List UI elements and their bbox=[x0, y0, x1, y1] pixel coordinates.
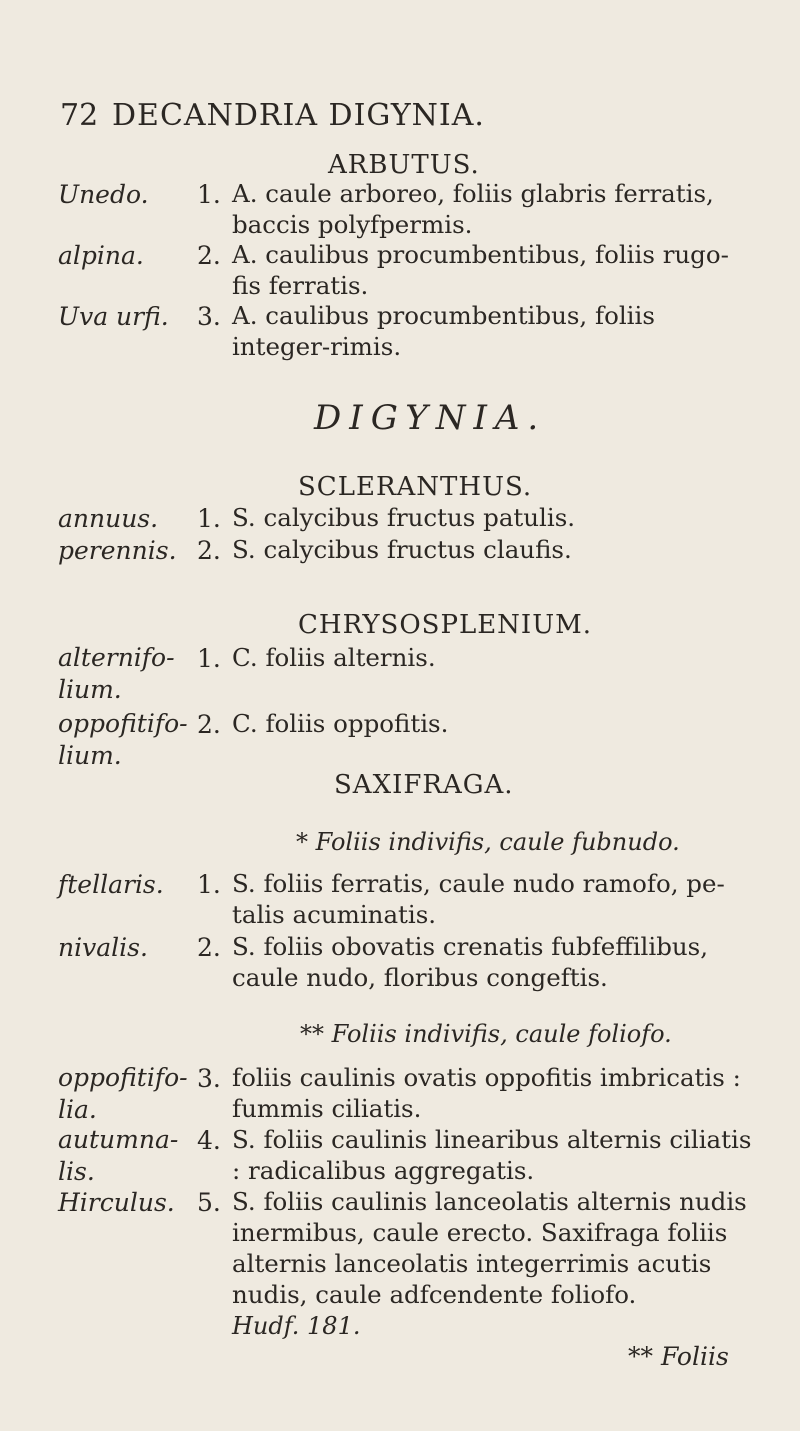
species-number: 1. bbox=[197, 870, 221, 899]
species-margin-name: Hirculus. bbox=[58, 1188, 175, 1217]
species-number: 3. bbox=[197, 1064, 221, 1093]
genus-scleranthus: SCLERANTHUS. bbox=[298, 472, 533, 502]
genus-chrysosplenium: CHRYSOSPLENIUM. bbox=[298, 610, 593, 640]
species-margin-name: alpina. bbox=[58, 241, 144, 270]
species-number: 3. bbox=[197, 302, 221, 331]
section-heading: * Foliis indivifis, caule fubnudo. bbox=[296, 828, 680, 856]
species-margin-name: oppofitifo-lia. bbox=[58, 1063, 188, 1124]
species-number: 2. bbox=[197, 241, 221, 270]
species-description: A. caule arboreo, foliis glabris ferratis, baccis polyfpermis. bbox=[232, 179, 714, 239]
species-description: S. calycibus fructus patulis. bbox=[232, 503, 576, 532]
species-description: C. foliis alternis. bbox=[232, 643, 436, 672]
species-number: 1. bbox=[197, 180, 221, 209]
species-number: 4. bbox=[197, 1126, 221, 1155]
species-description: S. foliis ferratis, caule nudo ramofo, pe-talis acuminatis. bbox=[232, 869, 725, 929]
species-description: S. foliis obovatis crenatis fubfeffilibus, caule nudo, floribus congeftis. bbox=[232, 932, 709, 992]
page-number: 72 bbox=[60, 98, 99, 133]
species-description: S. calycibus fructus claufis. bbox=[232, 535, 572, 564]
species-number: 2. bbox=[197, 710, 221, 739]
species-margin-name: annuus. bbox=[58, 504, 159, 533]
species-margin-name: ftellaris. bbox=[58, 870, 164, 899]
genus-arbutus: ARBUTUS. bbox=[328, 150, 480, 180]
catchword: ** Foliis bbox=[628, 1342, 729, 1371]
species-description: foliis caulinis ovatis oppofitis imbricatis : fummis ciliatis. bbox=[232, 1063, 741, 1123]
order-title: DIGYNIA. bbox=[314, 398, 547, 438]
running-head: DECANDRIA DIGYNIA. bbox=[112, 98, 485, 133]
species-margin-name: Uva urfi. bbox=[58, 302, 169, 331]
species-description: S. foliis caulinis lanceolatis alternis nudis inermibus, caule erecto. Saxifraga foliis alternis lanceolatis integerrimis acutis nudis, caule adfcendente foliofo. bbox=[232, 1187, 747, 1309]
species-number: 1. bbox=[197, 644, 221, 673]
species-description: S. foliis caulinis linearibus alternis ciliatis : radicalibus aggregatis. bbox=[232, 1125, 752, 1185]
species-number: 2. bbox=[197, 933, 221, 962]
genus-saxifraga: SAXIFRAGA. bbox=[334, 770, 514, 800]
species-margin-name: oppofitifo-lium. bbox=[58, 709, 188, 770]
section-heading: ** Foliis indivifis, caule foliofo. bbox=[300, 1020, 672, 1048]
species-number: 1. bbox=[197, 504, 221, 533]
species-margin-name: nivalis. bbox=[58, 933, 148, 962]
species-description: A. caulibus procumbentibus, foliis rugo-fis ferratis. bbox=[232, 240, 729, 300]
species-description: A. caulibus procumbentibus, foliis integer-rimis. bbox=[232, 301, 655, 361]
species-margin-name: perennis. bbox=[58, 536, 177, 565]
species-margin-name: Unedo. bbox=[58, 180, 149, 209]
species-description: C. foliis oppofitis. bbox=[232, 709, 449, 738]
species-margin-name: alternifo-lium. bbox=[58, 643, 175, 704]
species-number: 5. bbox=[197, 1188, 221, 1217]
reference-citation: Hudf. 181. bbox=[232, 1312, 361, 1340]
species-number: 2. bbox=[197, 536, 221, 565]
species-margin-name: autumna-lis. bbox=[58, 1125, 179, 1186]
